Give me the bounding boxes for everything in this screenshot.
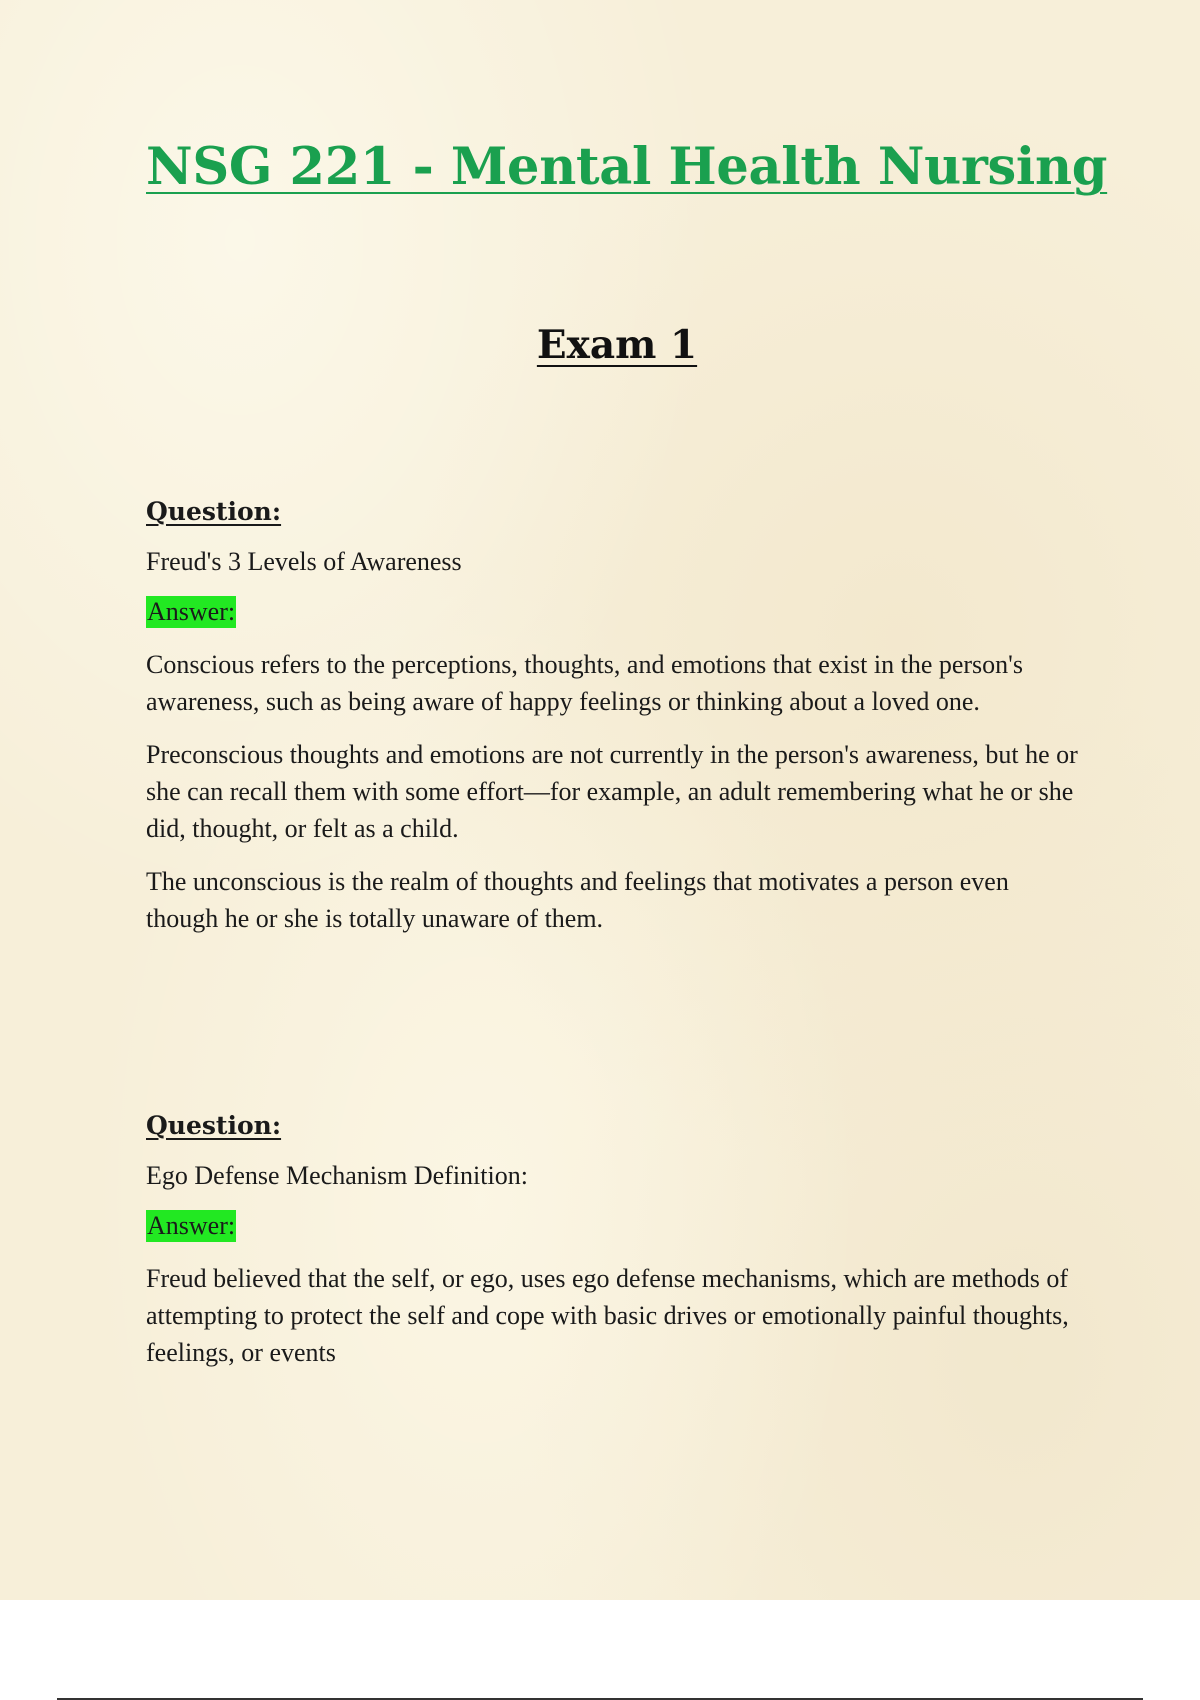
question-label: Question: <box>146 497 282 526</box>
answer-paragraph: Preconscious thoughts and emotions are not currently in the person's awareness, but he or she can recall them with some effort—for example, an adult remembering what he or she did, thought, or felt as a child. <box>146 740 1078 843</box>
exam-title: Exam 1 <box>536 322 698 368</box>
answer-label: Answer: <box>147 1211 236 1240</box>
answer-label: Answer: <box>147 597 236 626</box>
document-title: NSG 221 - Mental Health Nursing <box>146 137 1108 197</box>
question-text: Ego Defense Mechanism Definition: <box>146 1161 528 1190</box>
answer-paragraph: Conscious refers to the perceptions, thoughts, and emotions that exist in the person's awareness, such as being aware of happy feelings or thinking about a loved one. <box>146 650 1023 716</box>
question-text: Freud's 3 Levels of Awareness <box>146 547 462 576</box>
qa-block-1 <box>146 496 1086 953</box>
question-label: Question: <box>146 1111 282 1140</box>
answer-paragraph: Freud believed that the self, or ego, uses ego defense mechanisms, which are methods of attempting to protect the self and cope with basic drives or emotionally painful thoughts, feelings, or events <box>146 1264 1069 1367</box>
qa-block-2 <box>146 1110 1086 1387</box>
answer-paragraph: The unconscious is the realm of thoughts and feelings that motivates a person even though he or she is totally unaware of them. <box>146 867 1009 933</box>
